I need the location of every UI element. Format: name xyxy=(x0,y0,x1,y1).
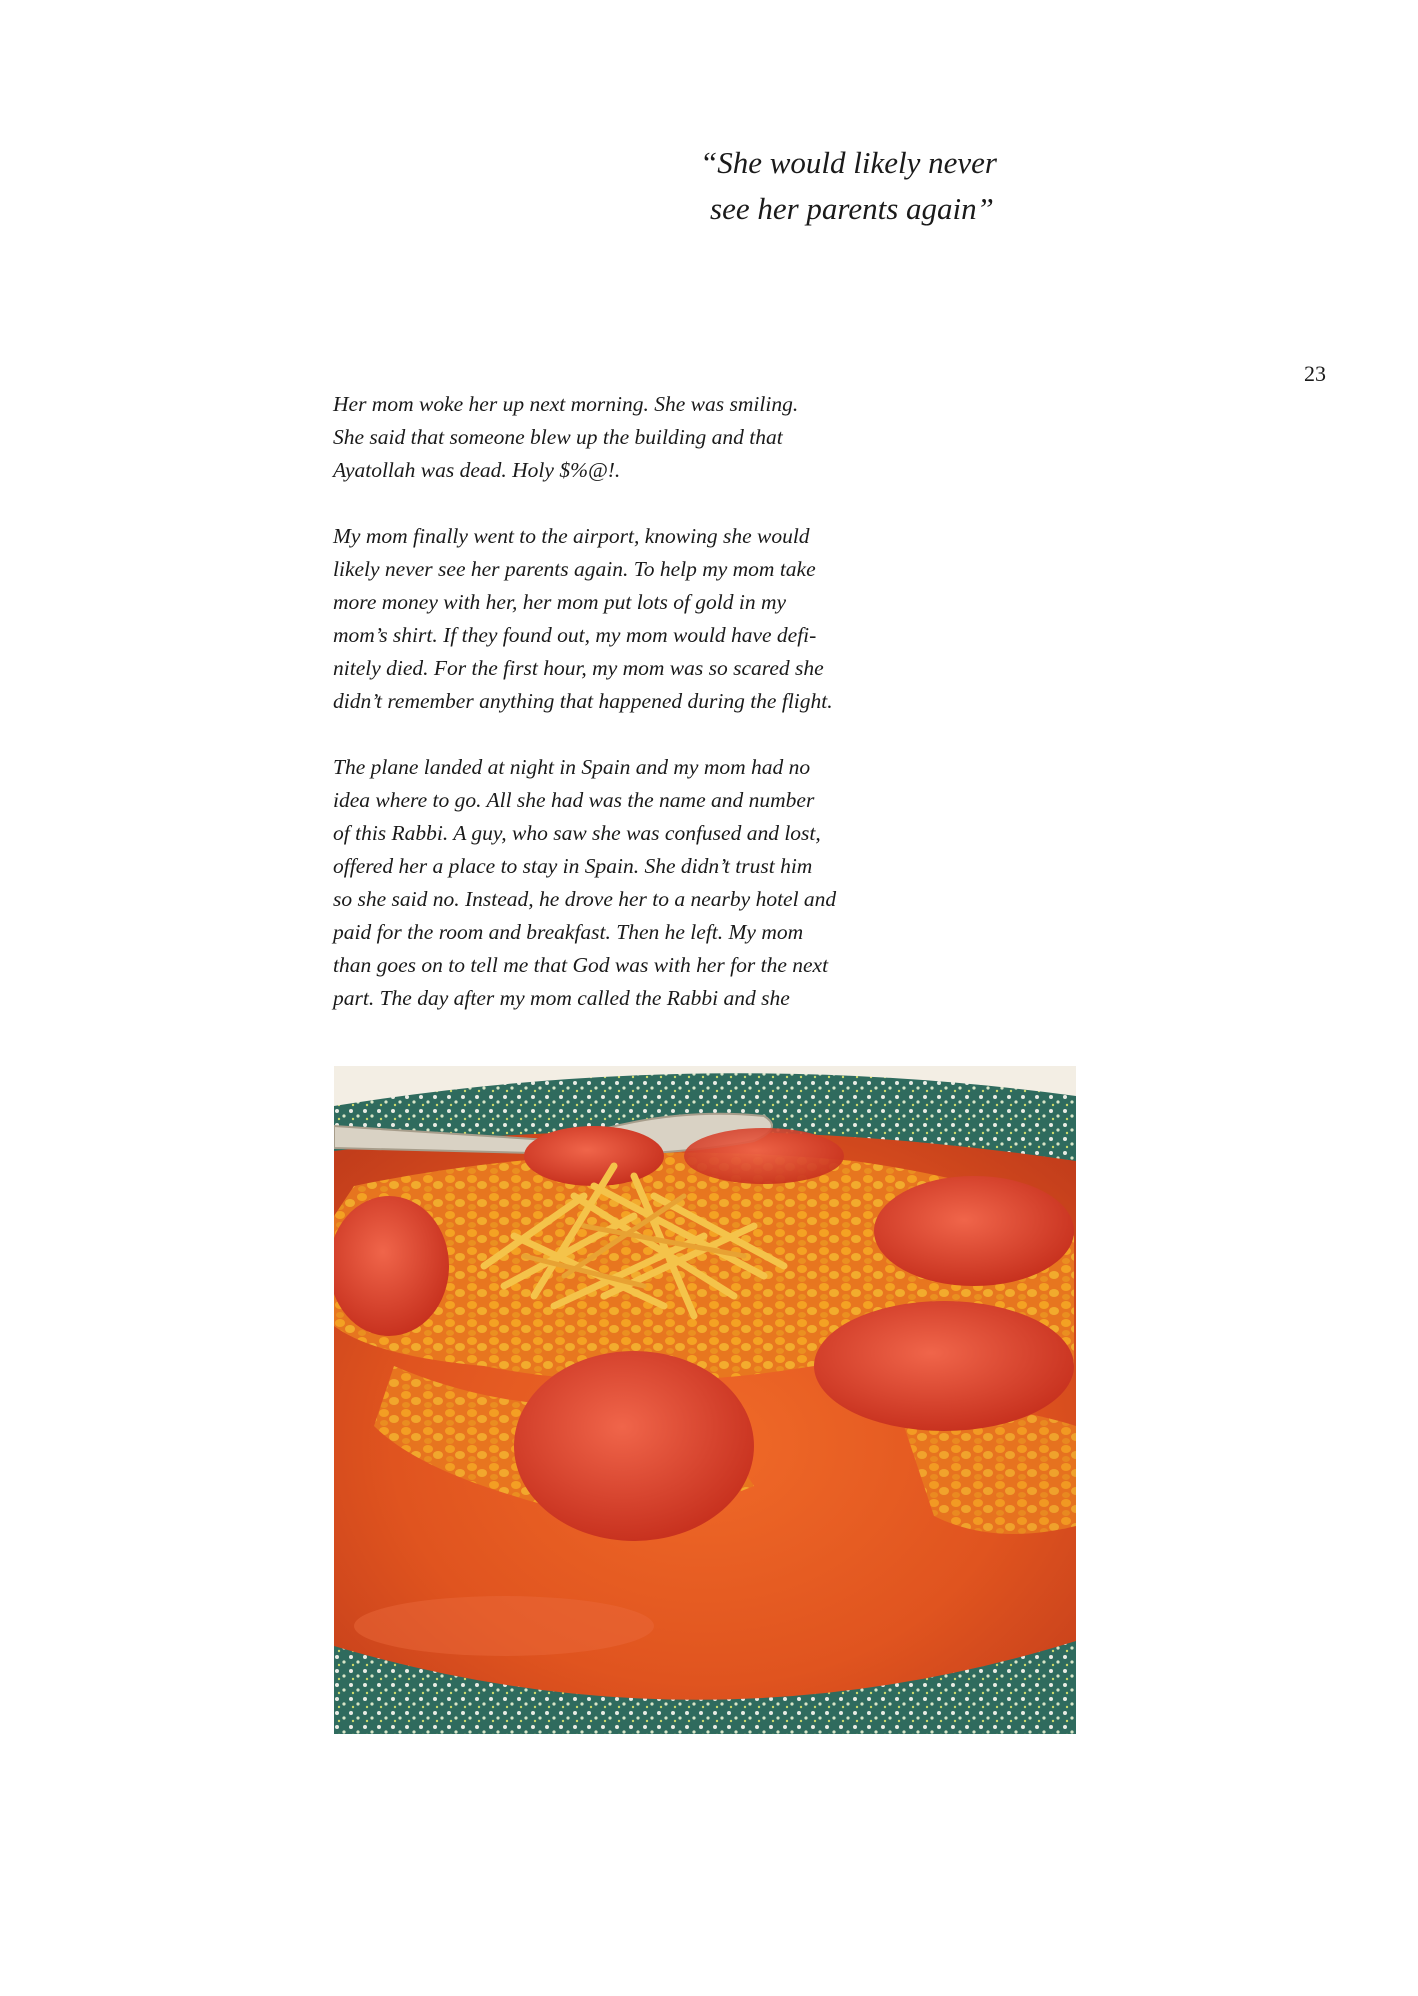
text-line: more money with her, her mom put lots of gold in my xyxy=(333,590,787,614)
paragraph-3 xyxy=(333,751,933,1015)
text-line: The plane landed at night in Spain and my mom had no xyxy=(333,755,811,779)
body-text xyxy=(333,388,933,1048)
stew-bowl-photo xyxy=(334,1066,1076,1734)
paragraph-2 xyxy=(333,520,933,718)
pull-quote xyxy=(700,140,1120,232)
text-line: so she said no. Instead, he drove her to a nearby hotel and xyxy=(333,887,837,911)
text-line: She said that someone blew up the building and that xyxy=(333,425,783,449)
text-line: part. The day after my mom called the Rabbi and she xyxy=(333,986,790,1010)
text-line: likely never see her parents again. To help my mom take xyxy=(333,557,816,581)
text-line: offered her a place to stay in Spain. She didn’t trust him xyxy=(333,854,813,878)
tomato xyxy=(814,1301,1074,1431)
text-line: nitely died. For the first hour, my mom was so scared she xyxy=(333,656,824,680)
paragraph-1 xyxy=(333,388,933,487)
text-line: mom’s shirt. If they found out, my mom would have defi- xyxy=(333,623,817,647)
text-line: of this Rabbi. A guy, who saw she was confused and lost, xyxy=(333,821,821,845)
stew-illustration xyxy=(334,1066,1076,1734)
tomato xyxy=(524,1126,664,1186)
text-line: paid for the room and breakfast. Then he left. My mom xyxy=(333,920,804,944)
tomato xyxy=(334,1196,449,1336)
tomato xyxy=(684,1128,844,1184)
text-line: idea where to go. All she had was the name and number xyxy=(333,788,815,812)
text-line: Ayatollah was dead. Holy $%@!. xyxy=(333,458,621,482)
text-line: Her mom woke her up next morning. She was smiling. xyxy=(333,392,799,416)
page-number: 23 xyxy=(1304,361,1326,386)
pull-quote-line-1: “She would likely never xyxy=(700,145,997,180)
text-line: My mom finally went to the airport, knowing she would xyxy=(333,524,810,548)
tomato xyxy=(514,1351,754,1541)
tomato xyxy=(874,1176,1074,1286)
text-line: than goes on to tell me that God was with her for the next xyxy=(333,953,829,977)
pull-quote-line-2: see her parents again” xyxy=(710,191,994,226)
sauce-highlight xyxy=(354,1596,654,1656)
text-line: didn’t remember anything that happened during the flight. xyxy=(333,689,833,713)
